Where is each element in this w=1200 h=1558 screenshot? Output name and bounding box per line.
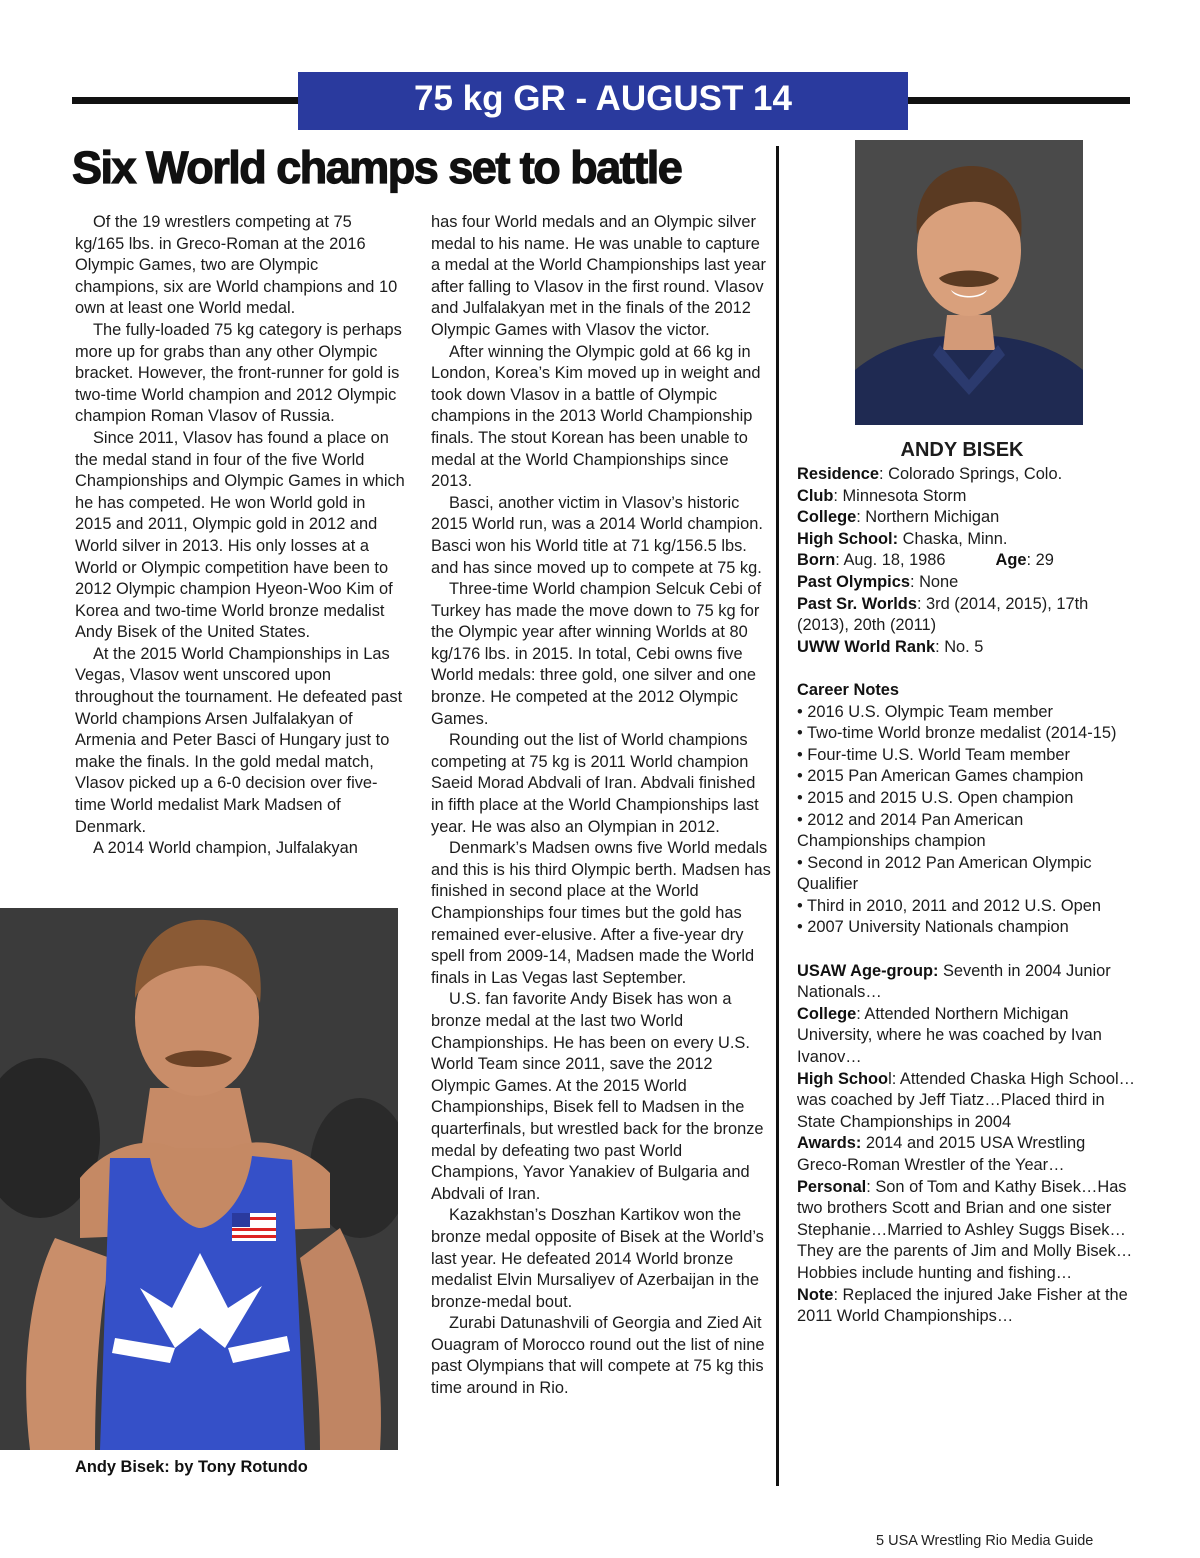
bio-awards: Awards: 2014 and 2015 USA Wrestling Greco-Roman Wrestler of the Year…	[797, 1134, 1086, 1174]
spacer	[797, 939, 1137, 961]
bio-note: Note: Replaced the injured Jake Fisher at the 2011 World Championships…	[797, 1285, 1128, 1326]
list-item: • 2012 and 2014 Pan American Championships champion	[797, 810, 1024, 851]
article-paragraph: Of the 19 wrestlers competing at 75 kg/165 lbs. in Greco-Roman at the 2016 Olympic Games, two are Olympic champions, six are World champions and 10 own at least one World medal.	[75, 213, 398, 318]
bio-usaw: USAW Age-group: Seventh in 2004 Junior Nationals…	[797, 961, 1111, 1002]
banner-rule-right	[908, 97, 1130, 104]
bio-residence: Residence: Colorado Springs, Colo.	[797, 465, 1063, 483]
bio-world-rank: UWW World Rank: No. 5	[797, 637, 984, 656]
list-item: • Two-time World bronze medalist (2014-15)	[797, 724, 1117, 743]
article-headline: Six World champs set to battle	[72, 142, 682, 193]
article-paragraph: The fully-loaded 75 kg category is perhaps more up for grabs than any other Olympic bracket. However, the front-runner for gold is two-time World champion and 2012 Olympic champion Roman Vlasov of Russia.	[75, 320, 402, 426]
banner-rule-left	[72, 97, 298, 104]
column-divider	[776, 146, 779, 1486]
list-item: • 2016 U.S. Olympic Team member	[797, 702, 1053, 721]
bio-born-age: Born: Aug. 18, 1986 Age: 29	[797, 551, 1054, 570]
bio-past-olympics: Past Olympics: None	[797, 572, 959, 591]
list-item: • 2015 Pan American Games champion	[797, 767, 1084, 786]
wrestler-action-photo	[0, 908, 398, 1450]
page-footer: 5 USA Wrestling Rio Media Guide	[876, 1533, 1094, 1549]
headshot-photo	[855, 140, 1083, 425]
bio-past-worlds: Past Sr. Worlds: 3rd (2014, 2015), 17th (2013), 20th (2011)	[797, 594, 1089, 635]
bio-college-note: College: Attended Northern Michigan University, where he was coached by Ivan Ivanov…	[797, 1004, 1102, 1067]
list-item: • 2007 University Nationals champion	[797, 918, 1069, 937]
wrestler-illustration	[0, 908, 398, 1450]
article-column-right	[431, 212, 771, 1400]
article-paragraph: Three-time World champion Selcuk Cebi of Turkey has made the move down to 75 kg for the Olympic year after winning Worlds at 80 kg/176 lbs. in 2015. In total, Cebi owns five World medals: three gold, one silver and one bronze. He competed at the 2012 Olympic Games.	[431, 580, 762, 728]
list-item: • Third in 2010, 2011 and 2012 U.S. Open	[797, 896, 1102, 915]
article-paragraph: After winning the Olympic gold at 66 kg in London, Korea’s Kim moved up in weight and took down Vlasov in a battle of Olympic champions in the 2013 World Championship finals. The stout Korean has been unable to medal at the World Championships since 2013.	[431, 342, 761, 491]
headshot-illustration	[855, 140, 1083, 425]
bio-personal: Personal: Son of Tom and Kathy Bisek…Has two brothers Scott and Brian and one sister Stephanie…Married to Ashley Suggs Bisek… They are the parents of Jim and Molly Bisek… Hobbies include hunting and fishing…	[797, 1177, 1133, 1282]
list-item: • Second in 2012 Pan American Olympic Qualifier	[797, 853, 1092, 894]
section-banner: 75 kg GR - AUGUST 14	[298, 72, 908, 130]
article-paragraph: At the 2015 World Championships in Las Vegas, Vlasov went unscored upon throughout the tournament. He defeated past World champions Arsen Julfalakyan of Armenia and Peter Basci of Hungary just to make the finals. In the gold medal match, Vlasov picked up a 6-0 decision over five-time World medalist Mark Madsen of Denmark.	[75, 644, 403, 836]
article-paragraph: U.S. fan favorite Andy Bisek has won a bronze medal at the last two World Championships. He has been on every U.S. World Team since 2011, save the 2012 Olympic Games. At the 2015 World Championships, Bisek fell to Madsen in the quarterfinals, but wrestled back for the bronze medal by defeating two past World Champions, Yavor Yanakiev of Bulgaria and Abdvali of Iran.	[431, 990, 764, 1203]
bio-high-school-note: High School: Attended Chaska High School…was coached by Jeff Tiatz…Placed third in State Championships in 2004	[797, 1069, 1135, 1131]
spacer	[797, 658, 1137, 680]
career-notes-heading: Career Notes	[797, 680, 900, 699]
article-paragraph: Denmark’s Madsen owns five World medals and this is his third Olympic berth. Madsen has finished in second place at the World Championships four times but the gold has remained ever-elusive. After a five-year dry spell from 2009-14, Madsen made the World finals in Las Vegas last September.	[431, 839, 771, 987]
article-paragraph: Since 2011, Vlasov has found a place on the medal stand in four of the five World Championships and Olympic Games in which he has competed. He won World gold in 2015 and 2011, Olympic gold in 2012 and World silver in 2013. His only losses at a World or Olympic competition have been to 2012 Olympic champion Hyeon-Woo Kim of Korea and two-time World bronze medalist Andy Bisek of the United States.	[75, 428, 405, 642]
bio-college: College: Northern Michigan	[797, 508, 1000, 527]
athlete-name: ANDY BISEK	[900, 439, 1024, 461]
list-item: • 2015 and 2015 U.S. Open champion	[797, 788, 1074, 807]
list-item: • Four-time U.S. World Team member	[797, 745, 1070, 764]
article-paragraph: A 2014 World champion, Julfalakyan	[93, 839, 358, 858]
bio-club: Club: Minnesota Storm	[797, 486, 967, 505]
article-paragraph: Rounding out the list of World champions competing at 75 kg is 2011 World champion Saeid Morad Abdvali of Iran. Abdvali finished in fifth place at the World Championships last year. He was also an Olympian in 2012.	[431, 731, 759, 836]
article-paragraph: Kazakhstan’s Doszhan Kartikov won the bronze medal opposite of Bisek at the World’s last year. He defeated 2014 World bronze medalist Elvin Mursaliyev of Azerbaijan in the bronze-medal bout.	[431, 1206, 764, 1311]
article-paragraph: Basci, another victim in Vlasov’s historic 2015 World run, was a 2014 World champion. Basci won his World title at 71 kg/156.5 lbs. and has since moved up to compete at 75 kg.	[431, 493, 763, 577]
bio-high-school: High School: Chaska, Minn.	[797, 529, 1008, 548]
article-column-left	[75, 212, 405, 860]
article-paragraph: has four World medals and an Olympic silver medal to his name. He was unable to capture a medal at the World Championships last year after falling to Vlasov in the first round. Vlasov and Julfalakyan met in the finals of the 2012 Olympic Games with Vlasov the victor.	[431, 213, 766, 339]
career-notes-list	[797, 702, 1137, 940]
photo-caption: Andy Bisek: by Tony Rotundo	[75, 1458, 308, 1476]
article-paragraph: Zurabi Datunashvili of Georgia and Zied Ait Ouagram of Morocco round out the list of nine past Olympians that will compete at 75 kg this time around in Rio.	[431, 1314, 765, 1398]
athlete-bio	[797, 436, 1137, 1328]
